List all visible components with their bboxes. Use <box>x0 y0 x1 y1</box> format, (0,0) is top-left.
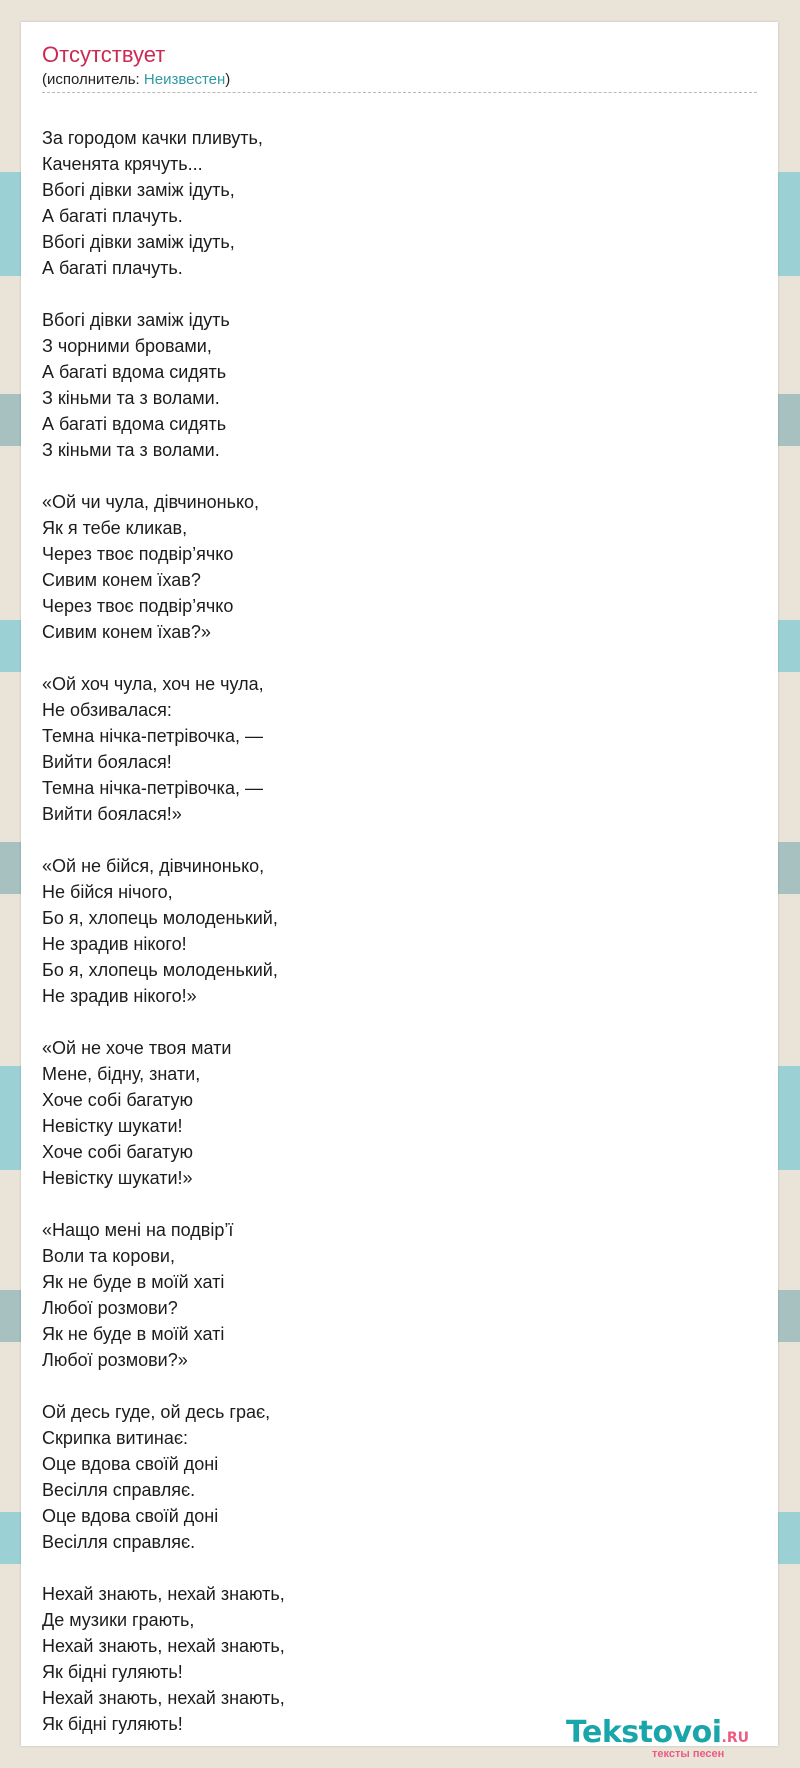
lyric-line: «Ой хоч чула, хоч не чула, <box>42 674 264 694</box>
lyric-line: Хоче собі багатую <box>42 1142 193 1162</box>
lyric-line: Вийти боялася!» <box>42 804 182 824</box>
byline-prefix: исполнитель: <box>47 71 144 88</box>
stanza-gap <box>42 463 757 489</box>
artist-link[interactable]: Неизвестен <box>143 71 226 88</box>
stanza-gap <box>42 827 757 853</box>
lyric-line: Скрипка витинає: <box>42 1428 189 1448</box>
artist-byline <box>42 70 757 90</box>
lyric-line: Не зрадив нікого! <box>42 934 187 954</box>
lyric-line: Вийти боялася! <box>42 752 172 772</box>
lyric-line: «Ой не хоче твоя мати <box>42 1038 232 1058</box>
lyric-line: Не обзивалася: <box>42 700 172 720</box>
lyric-line: А багаті вдома сидять <box>42 414 227 434</box>
stanza-gap <box>42 1555 757 1581</box>
lyric-line: А багаті вдома сидять <box>42 362 227 382</box>
lyric-line: Темна нічка-петрівочка, — <box>42 726 263 746</box>
lyric-line: Темна нічка-петрівочка, — <box>42 778 263 798</box>
lyric-line: Оце вдова своїй доні <box>42 1454 219 1474</box>
lyric-line: З кіньми та з волами. <box>42 440 220 460</box>
lyric-line: Як я тебе кликав, <box>42 518 188 538</box>
lyric-line: Як бідні гуляють! <box>42 1714 183 1734</box>
lyric-line: Весілля справляє. <box>42 1532 196 1552</box>
logo-main-text: Tekstovoi <box>566 1715 722 1750</box>
lyric-line: Як не буде в моїй хаті <box>42 1324 225 1344</box>
lyric-line: З чорними бровами, <box>42 336 212 356</box>
lyric-line: Ой десь гуде, ой десь грає, <box>42 1402 271 1422</box>
lyric-line: Бо я, хлопець молоденький, <box>42 960 278 980</box>
site-logo[interactable] <box>566 1716 776 1766</box>
lyric-line: Сивим конем їхав?» <box>42 622 211 642</box>
lyric-line: Нехай знають, нехай знають, <box>42 1584 285 1604</box>
lyric-line: Через твоє подвір’ячко <box>42 596 234 616</box>
stanza-gap <box>42 1373 757 1399</box>
lyric-line: Мене, бідну, знати, <box>42 1064 201 1084</box>
lyric-line: «Нащо мені на подвір’ї <box>42 1220 234 1240</box>
lyric-line: Вбогі дівки заміж ідуть, <box>42 180 235 200</box>
lyric-line: А багаті плачуть. <box>42 258 183 278</box>
lyric-line: Любої розмови? <box>42 1298 178 1318</box>
lyric-line: Нехай знають, нехай знають, <box>42 1688 285 1708</box>
lyric-line: Як бідні гуляють! <box>42 1662 183 1682</box>
lyric-line: Хоче собі багатую <box>42 1090 193 1110</box>
lyric-line: Не зрадив нікого!» <box>42 986 197 1006</box>
lyric-line: Невістку шукати! <box>42 1116 183 1136</box>
lyric-line: Невістку шукати!» <box>42 1168 193 1188</box>
lyric-line: Вбогі дівки заміж ідуть <box>42 310 230 330</box>
lyric-line: За городом качки пливуть, <box>42 128 263 148</box>
stanza-gap <box>42 1009 757 1035</box>
logo-tld: .RU <box>721 1730 750 1746</box>
stanza-gap <box>42 1191 757 1217</box>
logo-tagline: тексты песен <box>652 1748 725 1760</box>
lyric-line: «Ой не бійся, дівчинонько, <box>42 856 265 876</box>
lyric-line: Через твоє подвір’ячко <box>42 544 234 564</box>
song-title: Отсутствует <box>42 42 166 67</box>
lyric-line: Де музики грають, <box>42 1610 195 1630</box>
lyric-line: Оце вдова своїй доні <box>42 1506 219 1526</box>
lyric-line: Любої розмови?» <box>42 1350 188 1370</box>
lyric-line: Каченята крячуть... <box>42 154 203 174</box>
lyric-line: Як не буде в моїй хаті <box>42 1272 225 1292</box>
lyric-line: Весілля справляє. <box>42 1480 196 1500</box>
lyric-line: А багаті плачуть. <box>42 206 183 226</box>
lyric-line: «Ой чи чула, дівчинонько, <box>42 492 260 512</box>
lyric-line: Нехай знають, нехай знають, <box>42 1636 285 1656</box>
lyric-line: Сивим конем їхав? <box>42 570 201 590</box>
lyric-line: Вбогі дівки заміж ідуть, <box>42 232 235 252</box>
song-header <box>42 42 757 90</box>
byline-open: ( <box>42 71 47 88</box>
lyrics-body <box>42 125 757 1737</box>
stanza-gap <box>42 281 757 307</box>
lyric-line: Воли та корови, <box>42 1246 175 1266</box>
lyric-line: Бо я, хлопець молоденький, <box>42 908 278 928</box>
stanza-gap <box>42 645 757 671</box>
lyric-line: З кіньми та з волами. <box>42 388 220 408</box>
lyrics-card <box>21 22 778 1760</box>
byline-close: ) <box>225 71 231 88</box>
header-divider <box>42 92 757 93</box>
lyric-line: Не бійся нічого, <box>42 882 173 902</box>
